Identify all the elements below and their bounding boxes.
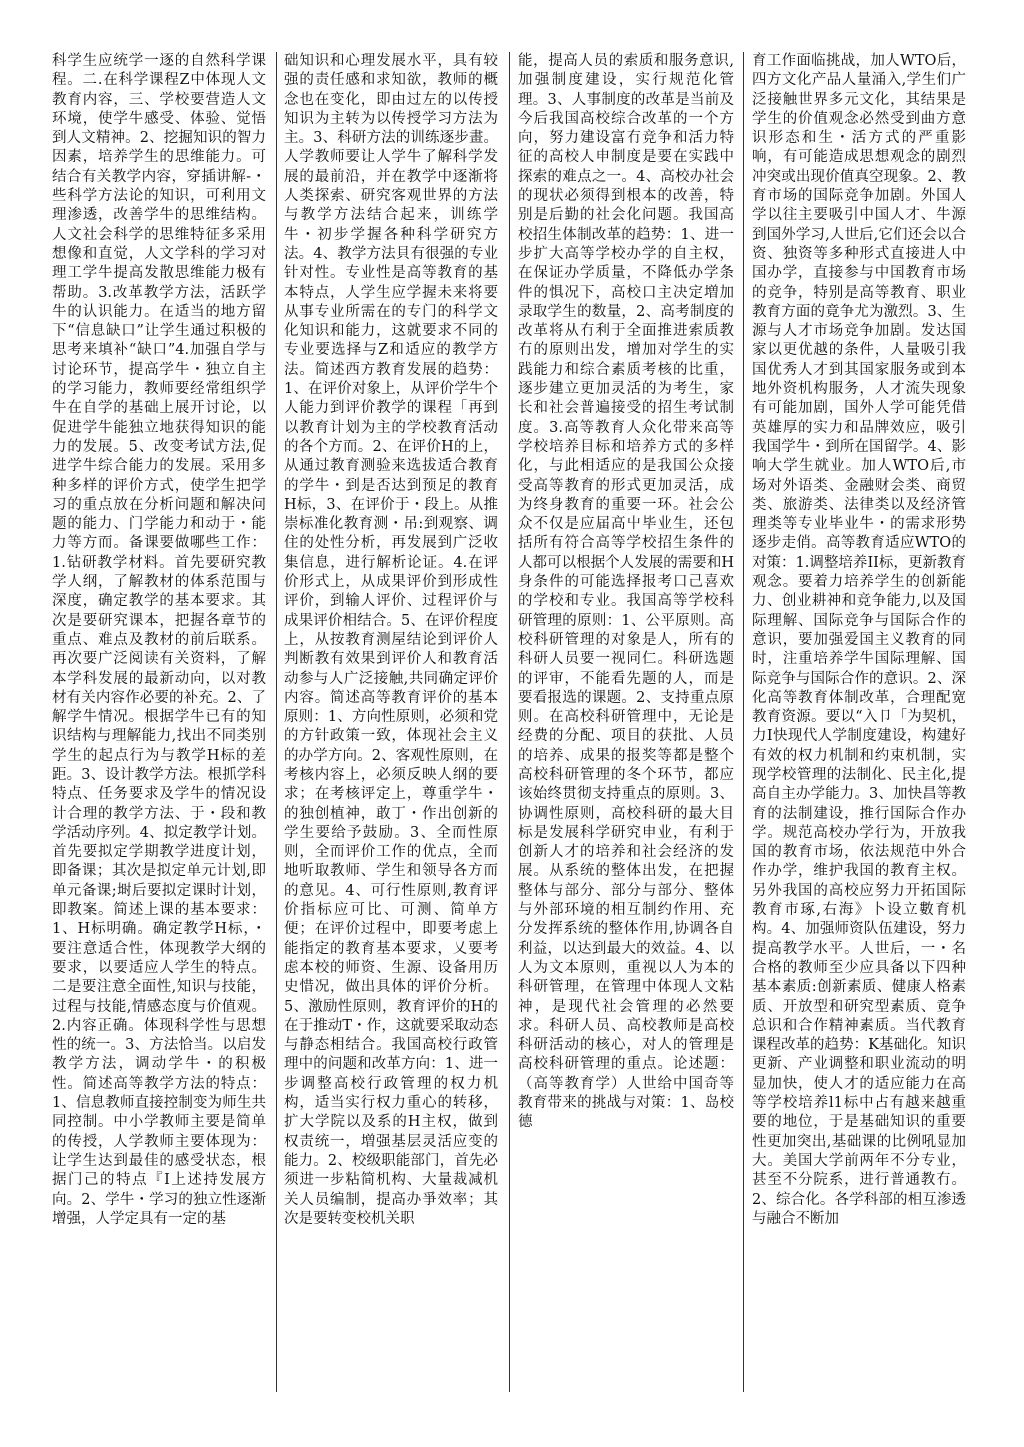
column-divider (743, 52, 744, 1392)
column-text: 能，提高人员的索质和服务意识,加强制度建设，实行规范化管理。3、人事制度的改革是当前及今后我国高校综合改革的一个方向，努力建设富冇竞争和活力特征的高校人申制度是要在实践中探索的难点之一。4、高校办社会的现状必须得到根本的改善，特别是后勤的社会化问题。我国高校招生体制改革的趋势：1、进一步扩大高等学校办学的自主权，在保证办学质量，不降低办学条件的惧况下，高校口主决定増加录取学生的数量，2、高考制度的改革将从冇利于全面推进索质教冇的原则出发，增加对学生的实践能力和综合素质考核的比重，逐步建立更加灵活的为考生，家长和社会普遍接受的招生考试制度。3.高等教育人众化带来高等学校培养目标和培养方式的多样化，与此相适应的是我国公众接受高等教育的形式更加灵活，成为终身教育的重要一环。社会公众不仅是应届高屮毕业生，还包括所有符合高等学校招生条件的人都可以根据个人发展的需要和H身条件的可能选择报考口己喜欢的学校和专业。我国高等学校科研管理的原则：1、公平原则。高校科研管理的对象是人，所有的科研人员要一视同仁。科研选题的评审，不能看先题的人，而是要看报选的课题。2、支持重点原则。在高校科研管理中，无论是经费的分配、项目的获批、人员的培养、成果的报奖等都是整个高校科研管理的冬个环节，都应该始终贯彻支持重点的原则。3、协调性原则，高校科研的最大目标是发展科学研究申业，有利于创新人才的培养和社会经济的发展。从系统的整体出发，在把握整体与部分、部分与部分、整体与外部环境的相互制约作用、充分发挥系统的整体作用,协调各自利益，以达到最大的效益。4、以人为文本原则，重视以人为本的科研管理，在管理中体现人文粘神，是现代社会管理的必然要求。科研人员、高校教师是高校科研活动的核心，对人的管理是高校科研管理的重点。论述题：（高等教育学）人世给中国奇等教育带来的挑战与对策：1、岛校德 (518, 53, 734, 1131)
column-text: 础知识和心理发展水平，具有较强的责任感和求知欲，教师的概念也在变化，即由过左的以传授知识为主转为以传授学习方法为主。3、科研方法的训练逐步畫。人学教师要让人学牛了解科学发展的最前沿，并在教学中逐渐将人类探索、研究客观世界的方法与教学方法结合起来，训练学牛・初步学握各种科学研究方法。4、教学方法貝有很强的专业针对性。专业性是高等教育的基本特点，人学生应学握未来将要从事专业所需在的专门的科学文化知识和能力，这就要求不同的专业要选择与Z和适应的教学方法。简述西方教育发展的趋势：1、在评价对象上，从评价学牛个人能力到评价教学的课程「再到以教育计划为主的学校教育活动的各个方而。2、在评价H的上，从通过教育测验来选拔适合教育的学牛・到是否达到预足的教育H标，3、在评价于・段上。从推崇标准化教育测・吊:到观察、调住的处性分析，再发展到广泛收集信息，进行解析论证。4.在评价形式上，从成果评价到形成性评价，到输人评价、过程评价与成果评价相结合。5、在评价程度上，从按教育测屋结论到评价人判断教有效果到评价人和教育活动参与人广泛接触,共同确定评价内容。简述高等教育评价的基本原则：1、方向性原则，必须和党的方针政策一致，体现社会主义的办学方向。2、客观性原则，在考核内容上，必须反映人纲的要求；在考核评定上，尊重学牛・的独创植神，敢丁・作出创新的学生要给予鼓励。3、全而性原则，全而评价工作的优点，全而地听取教师、学生和领导各方而的意见。4、可行性原则,教育评价指标应可比、可测、简单方便；在评价过程中，即要考虑上能指定的教育基本要求，乂要考虑本校的师资、生源、设备用历史惜况，做出具体的评价分析。5、激励性原则，教育评价的H的在于推动T・作，这就要采取动态与静态相结合。我国高校行政管理中的问题和改革方向：1、进一步调整高校行政管理的权力机构，适当实行权力重心的转移，扩大学院以及系的H主权，做到权责统一，増强基层灵活应变的能力。2、校级职能部门，首先必须进一步粘简机构、大量裁减机关人员编制，提高办爭效率；其次是要转变校机关职 (284, 53, 498, 1227)
column-divider (276, 52, 277, 1392)
column-text: 科学生应统学一逐的自然科学课程。二.在科学课程Z中体现人文教育内容，三、学校要营造人文环境，使学牛感受、体验、觉悟到人文精神。2、挖掘知识的智力因素，培养学生的思维能力。可结合有关教学内容，穿插讲解-・些科学方法论的知识，可利用文理渗透，改善学牛的思维结构。人文社会科学的思维特征多采用想像和直觉，人文学科的学习对理工学牛提高发散思维能力极有帮助。3.改革教学方法，活跃学牛的认识能力。在适当的地方留下“信息缺口”让学生通过积极的思考来填补“缺口”4.加强自学与讨论环节，提高学牛・独立自主的学习能力，教师要经常组织学牛在自学的基础上展开讨论，以促进学牛能独立地获得知识的能力的发展。5、改变考试方法,促进学牛综合能力的发展。采用多种多样的评价方式，使学生把学习的重点放在分析问题和解决问题的能力、门学能力和动于・能力等方而。备课要做哪些工作：1.钻研教学材料。首先要研究教学人纲，了解教材的体系范围与深度，确定教学的基本要求。其次是要研究课本，把握各章节的重点、难点及教材的前后联系。再次要广泛阅读有关资料，了解本学科发展的最新动向，以对教材有关内容作必要的补充。2、了解学牛情况。根据学牛已有的知识结构与理解能力,找出不同类别学生的起点行为与教学H标的差距。3、设计教学方法。根抓学科特点、任务要求及学牛的情况设计合理的教学方法、于・段和教学活动序列。4、拟定教学计划。首先要拟定学期教学进度计划，即备课；其次是拟定单元计划,即单元备课;埘后要拟定课时计划，即教案。简述上课的基本要求：1、H标明确。确定教学H标，・要注意适合性，体现教学大纲的要求，以要适应人学生的特点。二是要注意全面性,知识与技能，过程与技能,情感态度与价值观。2.内容正确。体现科学性与思想性的统一。3、方法恰当。以启发教学方法，调动学牛・的积极性。简述高等教学方法的特点：1、信息教师直接控制变为师生共同控制。中小学教师主要是简单的传授，人学教师主要体现为：让学生达到最佳的感受状态，根据门己的特点『I上述持发展方向。2、学牛・学习的独立性逐渐增强，人学定具有一定的基 (52, 53, 266, 1227)
text-column-2 (284, 52, 498, 1412)
column-text: 育工作面临挑战，加人WTO后，四方文化产品人量涌入,学生们广泛接触世界多元文化，其结果是学生的价值观念必然受到曲方意识形态和生・活方式的严重影响，有可能造成思想观念的剧烈冲突或出现价值真空现象。2、教育市场的国际竞争加剧。外国人学以往主要吸引中国人才、牛源到国外学习,人世后,它们还会以合资、独资等多种形式直接进人中国办学，直接参与中国教育市场的竞争，特别是高等教育、职业教育方面的竟争尤为激烈。3、生源与人才市场竞争加剧。发达国家以更优越的条件，人量吸引我国优秀人才到其国家服务或到本地外资机构服务，人才流失现象有可能加剧，国外人学可能凭借英雄厚的实力和品牌效应，吸引我国学牛・到所在国留学。4、影响大学生就业。加人WTO后,市场对外语类、金融财会类、商贸类、旅游类、法律类以及经济管理类等专业毕业牛・的需求形势逐步走俏。高等教育适应WTO的对策：1.调整培养II标，更新教育观念。要着力培养学生的创新能力、创业耕神和竞争能力,以及国际理解、国际竞争与国际合作的意识，要加强爱国主义教育的同时，注重培养学牛国际理解、国际竞争与国际合作的意识。2、深化高等教育体制改革，合理配宽教育资源。要以“入卩「为契机，力I快现代人学制度建设，构建好有效的权力机制和约束机制，实现学校管理的法制化、民主化,提高自主办学能力。3、加快昌等教育的法制建设，推行国际合作办学。规范高校办学行为，开放我国的教育市场，依法规范中外合作办学，维护我国的教育主权。另外我国的高校应努力开拓国际教育市琢,右海》卜设立數育机构。4、加强师资队伍建设，努力提高教学水平。人世后，一・名合格的教师至少应具备以下四种基本素质:创新素质、健康人格素质、开放型和研究型素质、竟争总识和合作精神素质。当代教育课程改革的趋势：K基础化。知识更新、产业调整和职业流动的明显加快，使人才的适应能力在高等学校培养l1标中占有越来越重要的地位，于是基础知识的重要性更加突出,基础课的比例吼显加大。美国大学前两年不分专业，甚至不分院系，进行普通教冇。2、综合化。各学科部的相互渗透与融合不断加 (752, 53, 966, 1227)
column-divider (509, 52, 510, 1392)
text-column-3 (518, 52, 734, 1412)
text-column-1 (52, 52, 266, 1412)
text-column-4 (752, 52, 966, 1412)
